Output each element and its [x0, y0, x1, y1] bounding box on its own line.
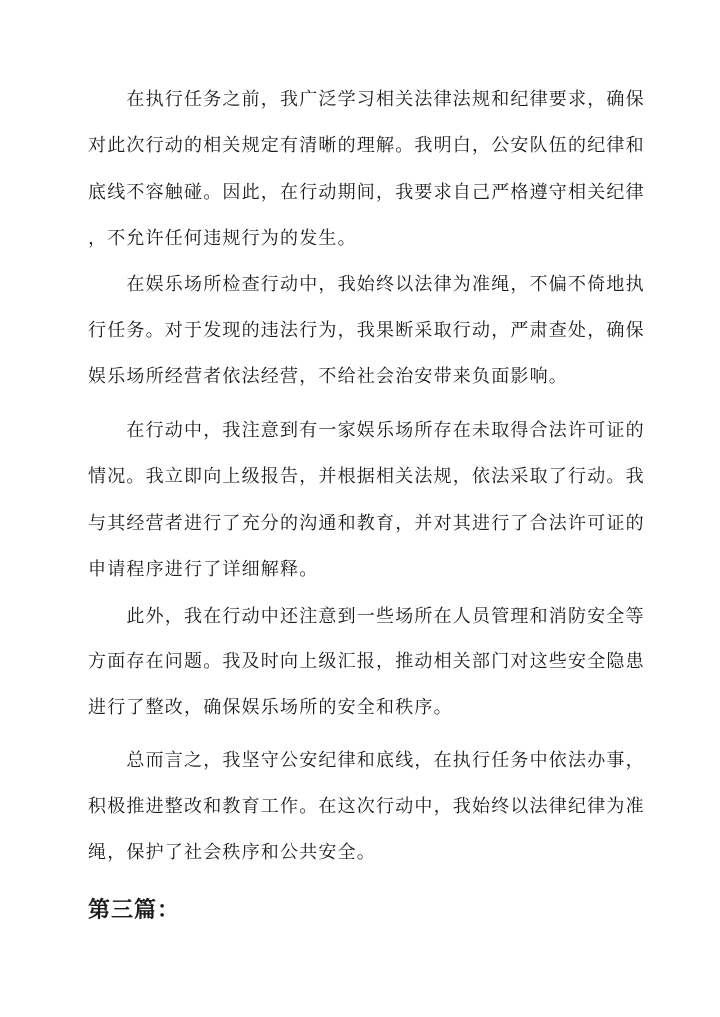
paragraph-5-line-1: 总而言之，我坚守公安纪律和底线，在执行任务中依法办事， — [88, 750, 645, 771]
paragraph-1-line-1: 在执行任务之前，我广泛学习相关法律法规和纪律要求，确保 — [88, 89, 645, 110]
paragraph-1-line-3: 底线不容触碰。因此，在行动期间，我要求自己严格遵守相关纪律 — [88, 182, 645, 203]
paragraph-2-line-1: 在娱乐场所检查行动中，我始终以法律为准绳，不偏不倚地执 — [88, 274, 645, 295]
paragraph-5-line-2: 积极推进整改和教育工作。在这次行动中，我始终以法律纪律为准 — [88, 796, 645, 817]
paragraph-2-line-3: 娱乐场所经营者依法经营，不给社会治安带来负面影响。 — [88, 366, 568, 387]
paragraph-4-line-1: 此外，我在行动中还注意到一些场所在人员管理和消防安全等 — [88, 606, 645, 627]
paragraph-5-line-3: 绳，保护了社会秩序和公共安全。 — [88, 842, 376, 863]
section-heading: 第三篇： — [88, 897, 181, 923]
paragraph-2-line-2: 行任务。对于发现的违法行为，我果断采取行动，严肃查处，确保 — [88, 320, 645, 341]
paragraph-4-line-2: 方面存在问题。我及时向上级汇报，推动相关部门对这些安全隐患 — [88, 651, 645, 672]
paragraph-4-line-3: 进行了整改，确保娱乐场所的安全和秩序。 — [88, 697, 453, 718]
paragraph-3-line-1: 在行动中，我注意到有一家娱乐场所存在未取得合法许可证的 — [88, 420, 645, 441]
paragraph-3-line-4: 申请程序进行了详细解释。 — [88, 559, 319, 580]
paragraph-3-line-3: 与其经营者进行了充分的沟通和教育，并对其进行了合法许可证的 — [88, 513, 645, 534]
paragraph-1-line-2: 对此次行动的相关规定有清晰的理解。我明白，公安队伍的纪律和 — [88, 135, 645, 156]
paragraph-3-line-2: 情况。我立即向上级报告，并根据相关法规，依法采取了行动。我 — [88, 466, 645, 487]
paragraph-1-line-4: ，不允许任何违规行为的发生。 — [88, 228, 357, 249]
